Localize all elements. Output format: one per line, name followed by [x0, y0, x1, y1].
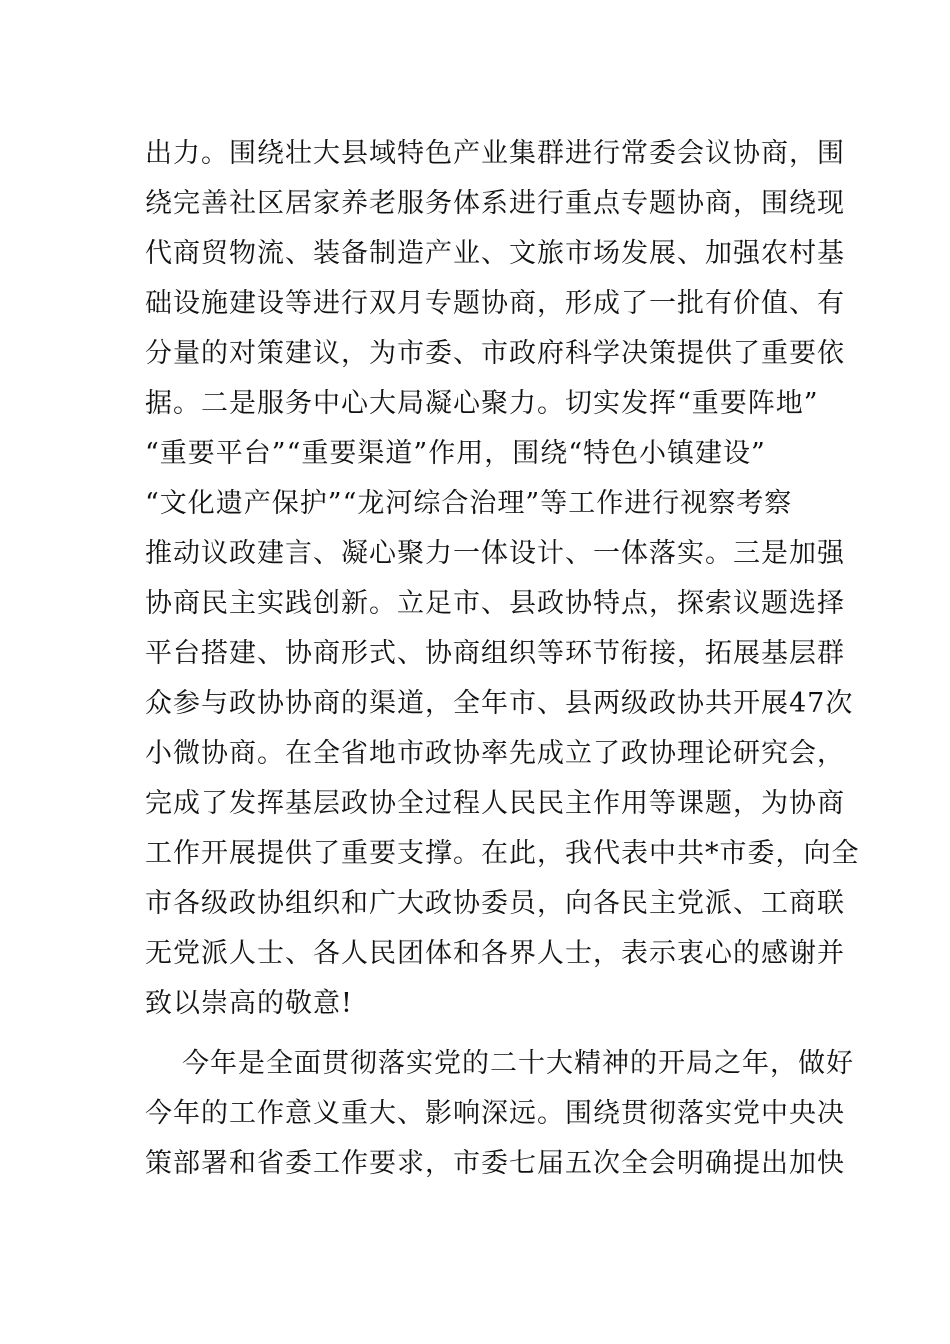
text-line: 平台搭建、协商形式、协商组织等环节衔接，拓展基层群	[145, 638, 845, 669]
text-line: 完成了发挥基层政协全过程人民民主作用等课题，为协商	[145, 788, 845, 819]
text-line: 代商贸物流、装备制造产业、文旅市场发展、加强农村基	[145, 238, 845, 269]
text-line: 工作开展提供了重要支撑。在此，我代表中共*市委，向全	[145, 838, 860, 869]
text-line: 推动议政建言、凝心聚力一体设计、一体落实。三是加强	[145, 538, 845, 569]
text-line: 无党派人士、各人民团体和各界人士，表示衷心的感谢并	[145, 938, 845, 969]
text-line: 小微协商。在全省地市政协率先成立了政协理论研究会，	[145, 738, 845, 769]
text-line: 策部署和省委工作要求，市委七届五次全会明确提出加快	[145, 1148, 845, 1179]
text-line: 今年是全面贯彻落实党的二十大精神的开局之年，做好	[182, 1048, 854, 1079]
text-line: 致以崇高的敬意!	[145, 988, 353, 1019]
text-line: 市各级政协组织和广大政协委员，向各民主党派、工商联	[145, 888, 845, 919]
text-line: 众参与政协协商的渠道，全年市、县两级政协共开展47次	[145, 688, 854, 719]
text-line: 础设施建设等进行双月专题协商，形成了一批有价值、有	[145, 288, 845, 319]
text-line: 据。二是服务中心大局凝心聚力。切实发挥“重要阵地”	[145, 388, 819, 419]
text-line: 绕完善社区居家养老服务体系进行重点专题协商，围绕现	[145, 188, 845, 219]
text-line: 出力。围绕壮大县域特色产业集群进行常委会议协商，围	[145, 138, 845, 169]
text-line: “重要平台”“重要渠道”作用，围绕“特色小镇建设”	[145, 438, 766, 469]
text-line: 今年的工作意义重大、影响深远。围绕贯彻落实党中央决	[145, 1098, 845, 1129]
text-line: “文化遗产保护”“龙河综合治理”等工作进行视察考察	[145, 488, 793, 519]
text-line: 协商民主实践创新。立足市、县政协特点，探索议题选择	[145, 588, 845, 619]
text-line: 分量的对策建议，为市委、市政府科学决策提供了重要依	[145, 338, 845, 369]
